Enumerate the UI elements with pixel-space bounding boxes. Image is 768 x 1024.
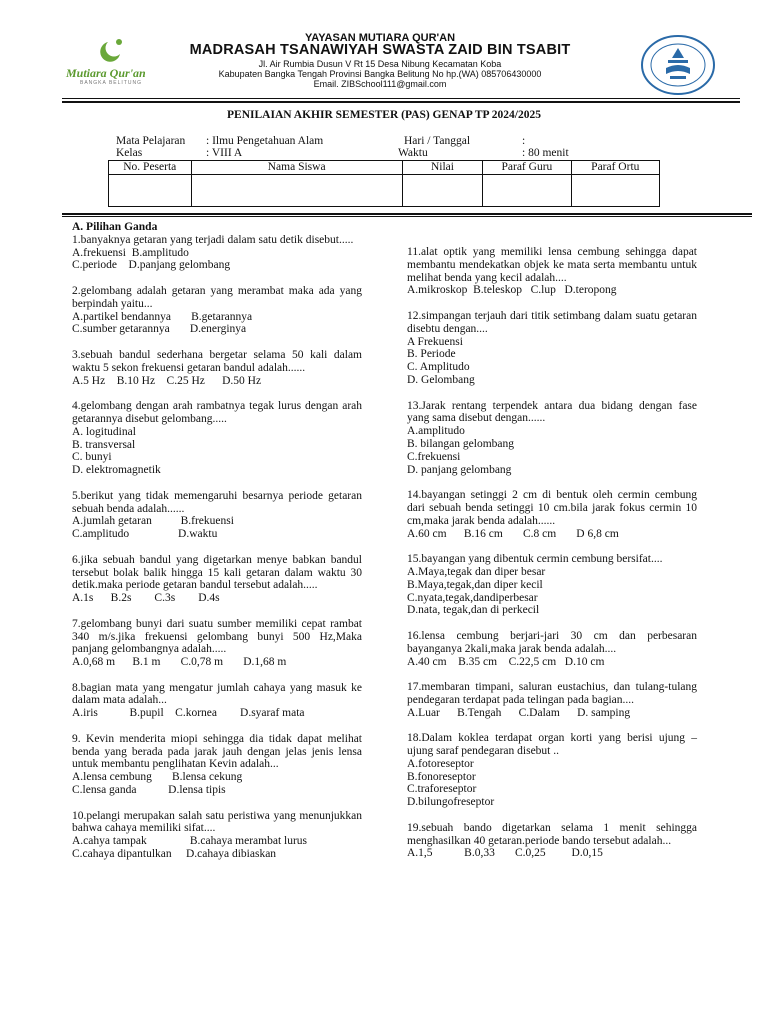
question-item (407, 310, 697, 387)
answer-option[interactable]: A. logitudinal (72, 425, 136, 438)
school-seal-icon (640, 34, 716, 96)
answer-option[interactable]: C.sumber getarannya D.energinya (72, 323, 247, 336)
class-label: Kelas (116, 147, 143, 159)
school-email: Email. ZIBSchool111@gmail.com (313, 79, 447, 89)
answer-option[interactable]: C.frekuensi (407, 450, 461, 463)
address-line-1: Jl. Air Rumbia Dusun V Rt 15 Desa Nibung Kecamatan Koba (258, 59, 502, 69)
answer-option[interactable]: C.lensa ganda D.lensa tipis (72, 784, 226, 797)
question-item (407, 630, 697, 668)
answer-option[interactable]: A.0,68 m B.1 m C.0,78 m D.1,68 m (72, 656, 287, 669)
question-item (72, 733, 362, 797)
student-info-table (108, 160, 660, 207)
answer-option[interactable]: A.Maya,tegak dan diper besar (407, 565, 546, 578)
question-item (407, 246, 697, 297)
foundation-name: YAYASAN MUTIARA QUR'AN (304, 32, 456, 44)
cell-no-peserta[interactable] (109, 175, 192, 207)
question-item (72, 490, 362, 541)
answer-option[interactable]: A.1s B.2s C.3s D.4s (72, 592, 220, 605)
question-text: 10.pelangi merupakan salah satu peristiwa yang menunjukkan bahwa cahaya memiliki sifat.... (72, 809, 362, 835)
section-divider-thin (62, 216, 752, 217)
question-text: 16.lensa cembung berjari-jari 30 cm dan perbesaran bayanganya 2kali,maka jarak benda adalah.... (407, 629, 697, 655)
section-divider-thick (62, 213, 752, 215)
class-value: : VIII A (206, 147, 243, 159)
time-value: : 80 menit (522, 147, 569, 159)
answer-option[interactable]: B. bilangan gelombang (407, 437, 514, 450)
answer-option[interactable]: A.mikroskop B.teleskop C.lup D.teropong (407, 284, 617, 297)
question-item (407, 400, 697, 477)
question-text: 19.sebuah bando digetarkan selama 1 menit sehingga menghasilkan 40 getaran.periode bando tersebut adalah... (407, 821, 697, 847)
question-item (72, 285, 362, 336)
answer-option[interactable]: A.1,5 B.0,33 C.0,25 D.0,15 (407, 847, 603, 860)
answer-option[interactable]: A.Luar B.Tengah C.Dalam D. samping (407, 706, 631, 719)
question-item (72, 810, 362, 861)
header-divider-thick (62, 101, 740, 103)
logo-text: Mutiara Qur'an (66, 66, 146, 80)
address-line-2: Kabupaten Bangka Tengah Provinsi Bangka Belitung No hp.(WA) 085706430000 (218, 69, 542, 79)
answer-option[interactable]: A.40 cm B.35 cm C.22,5 cm D.10 cm (407, 655, 605, 668)
question-text: 11.alat optik yang memiliki lensa cembung sehingga dapat membantu mendekatkan objek ke mata serta membantu untuk melihat benda yang kecil adalah.... (407, 246, 697, 284)
section-title: A. Pilihan Ganda (72, 221, 158, 233)
header-nama-siswa: Nama Siswa (191, 161, 402, 175)
answer-option[interactable]: C. bunyi (72, 451, 112, 464)
question-item (72, 349, 362, 387)
question-text: 12.simpangan terjauh dari titik setimbang dalam suatu getaran disebtu dengan.... (407, 309, 697, 335)
answer-option[interactable]: A.amplitudo (407, 425, 465, 438)
question-item (407, 489, 697, 540)
question-item (72, 554, 362, 605)
answer-option[interactable]: B.fonoreseptor (407, 770, 476, 783)
questions-left-column (72, 221, 362, 874)
answer-option[interactable]: C.traforeseptor (407, 783, 477, 796)
question-item (72, 400, 362, 477)
answer-option[interactable]: D.bilungofreseptor (407, 796, 495, 809)
answer-option[interactable]: A.frekuensi B.amplitudo (72, 246, 189, 259)
question-text: 2.gelombang adalah getaran yang merambat maka ada yang berpindah yaitu... (72, 284, 362, 310)
cell-paraf-guru[interactable] (483, 175, 571, 207)
question-text: 9. Kevin menderita miopi sehingga dia tidak dapat melihat benda yang berada pada jarak jauh dengan jelas jenis lensa untuk membantu penglihatan Kevin adalah... (72, 732, 362, 771)
logo-subtext: BANGKA BELITUNG (80, 80, 142, 86)
answer-option[interactable]: A.60 cm B.16 cm C.8 cm D 6,8 cm (407, 527, 619, 540)
answer-option[interactable]: A Frekuensi (407, 335, 463, 348)
header-divider-thin (62, 98, 740, 99)
day-label: Hari / Tanggal (404, 135, 471, 147)
questions-right-column (407, 246, 697, 873)
answer-option[interactable]: A.fotoreseptor (407, 757, 474, 770)
answer-option[interactable]: A.cahya tampak B.cahaya merambat lurus (72, 835, 308, 848)
question-text: 14.bayangan setinggi 2 cm di bentuk oleh cermin cembung dari sebuah benda setinggi 10 cm.bila jarak fokus cermin 10 cm,maka jarak benda adalah...... (407, 489, 697, 527)
question-text: 13.Jarak rentang terpendek antara dua bidang dengan fase yang sama disebut dengan...... (407, 399, 697, 425)
time-label: Waktu (398, 147, 428, 159)
cell-nama-siswa[interactable] (191, 175, 402, 207)
cell-paraf-ortu[interactable] (571, 175, 659, 207)
answer-option[interactable]: A.5 Hz B.10 Hz C.25 Hz D.50 Hz (72, 374, 262, 387)
answer-option[interactable]: C.cahaya dipantulkan D.cahaya dibiaskan (72, 848, 277, 861)
question-text: 4.gelombang dengan arah rambatnya tegak lurus dengan arah getarannya disebut gelombang..... (72, 400, 362, 425)
header-nilai: Nilai (402, 161, 482, 175)
mutiara-quran-logo (62, 36, 162, 86)
answer-option[interactable]: C.periode D.panjang gelombang (72, 259, 231, 272)
question-text: 1.banyaknya getaran yang terjadi dalam satu detik disebut..... (72, 233, 354, 246)
answer-option[interactable]: B. transversal (72, 438, 136, 451)
answer-option[interactable]: D. Gelombang (407, 373, 475, 386)
question-text: 8.bagian mata yang mengatur jumlah cahaya yang masuk ke dalam mata adalah... (72, 681, 362, 707)
header-paraf-guru: Paraf Guru (483, 161, 571, 175)
school-name: MADRASAH TSANAWIYAH SWASTA ZAID BIN TSABIT (189, 42, 571, 58)
answer-option[interactable]: C.amplitudo D.waktu (72, 528, 218, 541)
question-text: 7.gelombang bunyi dari suatu sumber memiliki cepat rambat 340 m/s.jika frekuensi gelombang bunyi 500 Hz,Maka panjang gelombangnya adalah..... (72, 617, 362, 656)
question-text: 6.jika sebuah bandul yang digetarkan menye babkan bandul tersebut bolak balik hingga 15 kali getaran dalam waktu 30 detik.maka periode getaran bandul tersebut adalah..... (72, 553, 362, 592)
question-item (407, 822, 697, 860)
question-item (72, 682, 362, 720)
answer-option[interactable]: A.lensa cembung B.lensa cekung (72, 771, 243, 784)
answer-option[interactable]: C. Amplitudo (407, 361, 470, 374)
answer-option[interactable]: D. panjang gelombang (407, 463, 512, 476)
question-item (407, 681, 697, 719)
question-item (407, 732, 697, 809)
cell-nilai[interactable] (402, 175, 482, 207)
question-text: 3.sebuah bandul sederhana bergetar selama 50 kali dalam waktu 5 sekon frekuensi getaran bandul adalah...... (72, 348, 362, 374)
exam-title: PENILAIAN AKHIR SEMESTER (PAS) GENAP TP 2024/2025 (227, 109, 541, 121)
answer-option[interactable]: C.nyata,tegak,dandiperbesar (407, 591, 538, 604)
question-item (72, 234, 362, 272)
question-text: 5.berikut yang tidak memengaruhi besarnya periode getaran sebuah benda adalah...... (72, 489, 362, 515)
school-emblem (640, 34, 716, 96)
header-paraf-ortu: Paraf Ortu (571, 161, 659, 175)
question-text: 15.bayangan yang dibentuk cermin cembung bersifat.... (407, 553, 663, 566)
subject-value: : Ilmu Pengetahuan Alam (206, 135, 324, 147)
question-text: 18.Dalam koklea terdapat organ korti yang berisi ujung – ujung saraf pendegaran disebut .. (407, 732, 697, 758)
answer-option[interactable]: A.iris B.pupil C.kornea D.syaraf mata (72, 707, 305, 720)
answer-option[interactable]: A.jumlah getaran B.frekuensi (72, 515, 234, 528)
answer-option[interactable]: D.nata, tegak,dan di perkecil (407, 604, 540, 617)
question-text: 17.membaran timpani, saluran eustachius, dan tulang-tulang pendegaran terdapat pada telingan pada bagian.... (407, 681, 697, 706)
answer-option[interactable]: B. Periode (407, 348, 456, 361)
day-value: : (522, 135, 526, 147)
question-item (72, 618, 362, 669)
subject-label: Mata Pelajaran (116, 135, 186, 147)
header-no-peserta: No. Peserta (109, 161, 192, 175)
answer-option[interactable]: B.Maya,tegak,dan diper kecil (407, 578, 543, 591)
answer-option[interactable]: A.partikel bendannya B.getarannya (72, 310, 253, 323)
question-item (407, 553, 697, 617)
answer-option[interactable]: D. elektromagnetik (72, 464, 161, 477)
